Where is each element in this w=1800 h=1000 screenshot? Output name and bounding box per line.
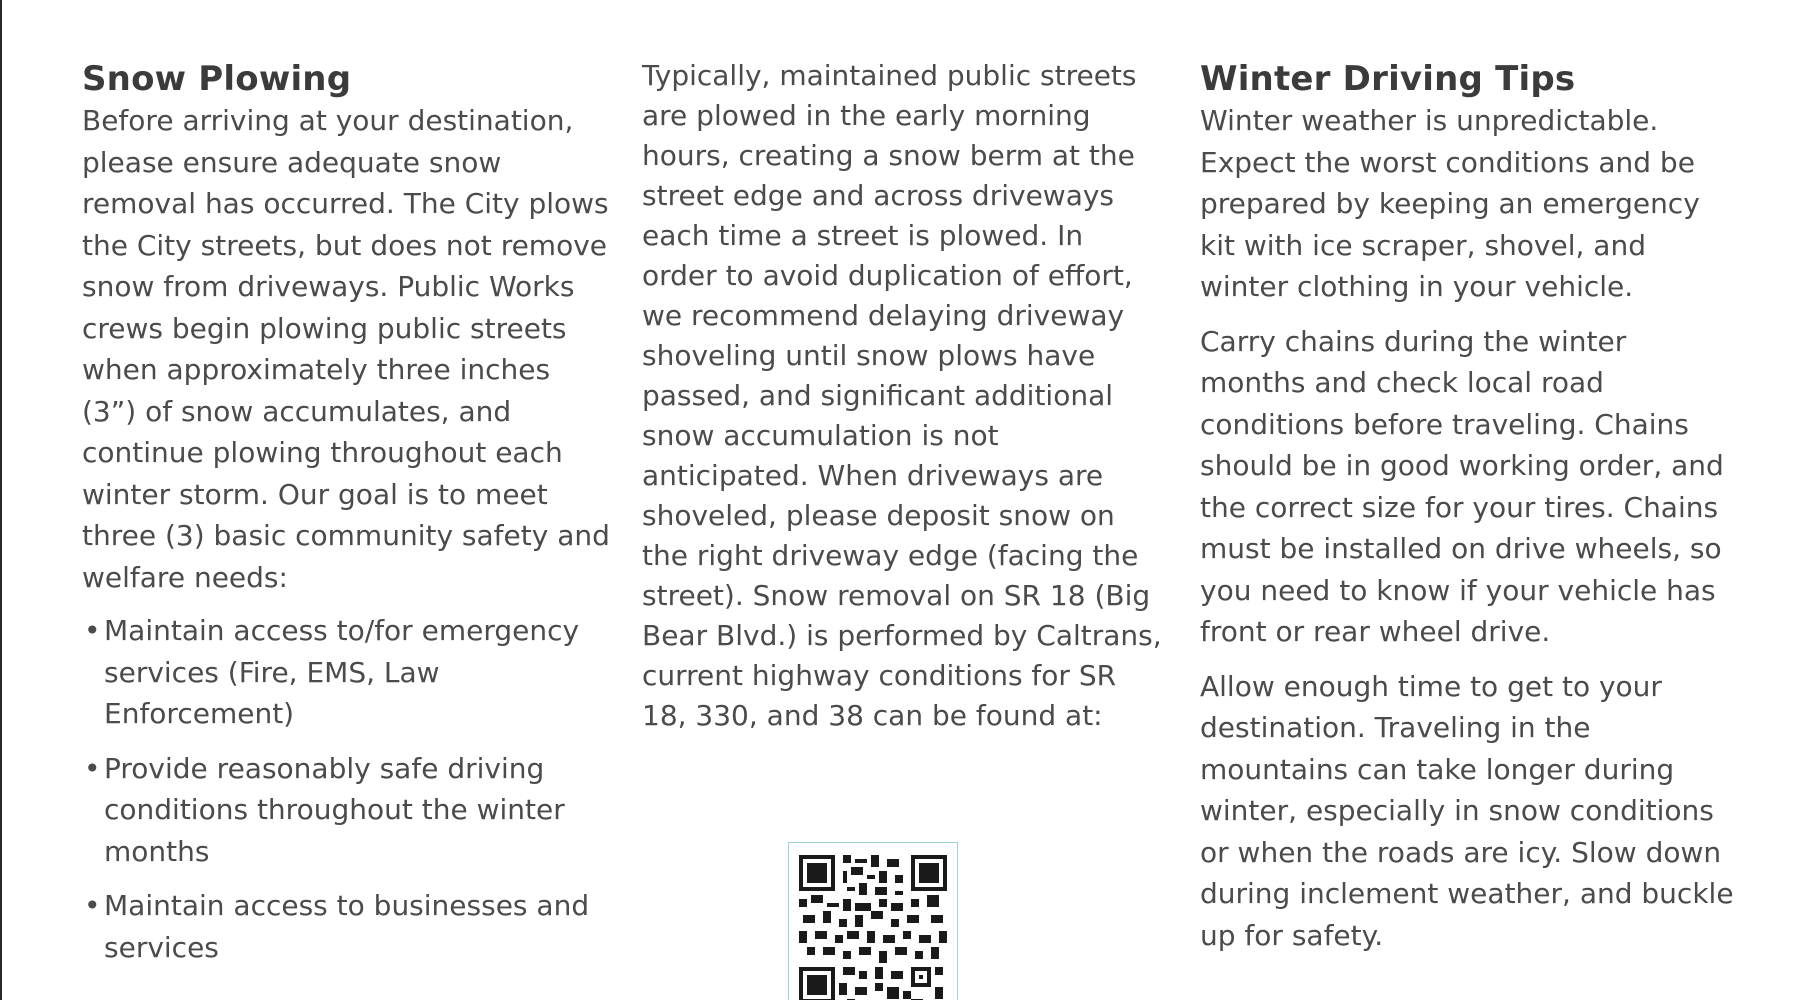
list-item-text: Maintain access to businesses and services [104, 889, 590, 964]
winter-driving-heading: Winter Driving Tips [1200, 59, 1576, 99]
bullet-icon: • [84, 889, 101, 922]
winter-driving-column [1200, 0, 1740, 956]
street-clearing-text: Typically, maintained public streets are plowed in the early morning hours, creating a snow berm at the street edge and across driveways each time a street is plowed. In order to avoid duplication of effort, we recommend delaying driveway shoveling until snow plows have passed, and significant additional snow accumulation is not anticipated. When driveways are shoveled, please deposit snow on the right driveway edge (facing the street). Snow removal on SR 18 (Big Bear Blvd.) is performed by Caltrans, current highway conditions for SR 18, 330, and 38 can be found at: [642, 59, 1162, 732]
winter-tip-paragraph: Carry chains during the winter months and check local road conditions before traveling. Chains should be in good working order, and the correct size for your tires. Chains must be installed on drive wheels, so you need to know if your vehicle has front or rear wheel drive. [1200, 324, 1724, 648]
street-clearing-column [642, 0, 1162, 736]
winter-tip-paragraph: Winter weather is unpredictable. Expect the worst conditions and be prepared by keeping an emergency kit with ice scraper, shovel, and winter clothing in your vehicle. [1200, 104, 1700, 303]
bullet-icon: • [84, 614, 101, 647]
winter-tip-paragraph: Allow enough time to get to your destination. Traveling in the mountains can take longer during winter, especially in snow conditions or when the roads are icy. Slow down during inclement weather, and buckle up for safety. [1200, 669, 1734, 952]
bullet-icon: • [84, 751, 101, 785]
list-item [82, 748, 612, 873]
qr-code-icon [799, 855, 947, 1000]
list-item-text: Maintain access to/for emergency services (Fire, EMS, Law Enforcement) [104, 614, 580, 730]
snow-plowing-heading: Snow Plowing [82, 59, 352, 99]
list-item [82, 610, 612, 735]
list-item-text: Provide reasonably safe driving conditions throughout the winter months [104, 751, 565, 868]
snow-plowing-intro: Before arriving at your destination, please ensure adequate snow removal has occurred. The City plows the City streets, but does not remove snow from driveways. Public Works crews begin plowing public streets when approximately three inches (3”) of snow accumulates, and continue plowing throughout each winter storm. Our goal is to meet three (3) basic community safety and welfare needs: [82, 104, 610, 594]
snow-plowing-column [82, 0, 612, 981]
list-item [82, 885, 612, 968]
caltrans-qr-code[interactable] [788, 842, 958, 1000]
safety-needs-list [82, 610, 612, 968]
